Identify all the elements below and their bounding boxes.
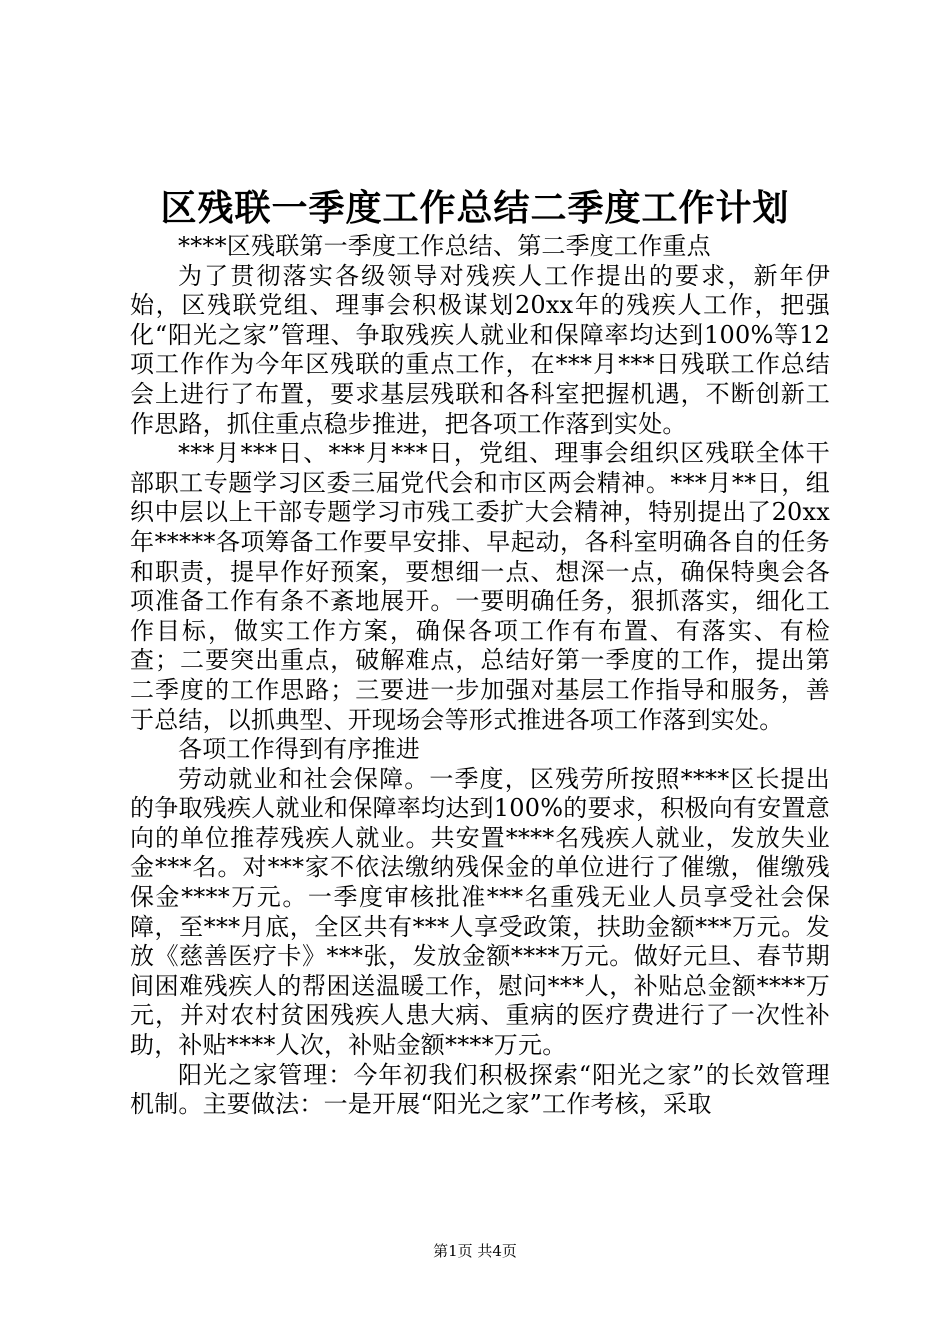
- paragraph-subheading: 各项工作得到有序推进: [178, 735, 420, 764]
- document-title: 区残联一季度工作总结二季度工作计划: [160, 187, 790, 229]
- paragraph-employment: 劳动就业和社会保障。一季度，区残劳所按照****区长提出的争取残疾人就业和保障率均达到100%的要求，积极向有安置意向的单位推荐残疾人就业。共安置****名残疾人就业，发放失业金***名。对***家不依法缴纳残保金的单位进行了催缴，催缴残保金****万元。一季度审核批准***名重残无业人员享受社会保障，至***月底，全区共有***人享受政策，扶助金额***万元。发放《慈善医疗卡》***张，发放金额****万元。做好元旦、春节期间困难残疾人的帮困送温暖工作，慰问***人，补贴总金额****万元，并对农村贫困残疾人患大病、重病的医疗费进行了一次性补助，补贴****人次，补贴金额****万元。: [130, 764, 830, 1060]
- paragraph-sunshine-home: 阳光之家管理：今年初我们积极探索“阳光之家”的长效管理机制。主要做法：一是开展“阳光之家”工作考核，采取: [130, 1060, 830, 1119]
- paragraph-heading: ****区残联第一季度工作总结、第二季度工作重点: [178, 232, 711, 260]
- paragraph-study: ***月***日、***月***日，党组、理事会组织区残联全体干部职工专题学习区委三届党代会和市区两会精神。***月**日，组织中层以上干部专题学习市残工委扩大会精神，特别提出了20xx年*****各项筹备工作要早安排、早起动，各科室明确各自的任务和职责，提早作好预案，要想细一点、想深一点，确保特奥会各项准备工作有条不紊地展开。一要明确任务，狠抓落实，细化工作目标，做实工作方案，确保各项工作有布置、有落实、有检查；二要突出重点，破解难点，总结好第一季度的工作，提出第二季度的工作思路；三要进一步加强对基层工作指导和服务，善于总结，以抓典型、开现场会等形式推进各项工作落到实处。: [130, 439, 830, 734]
- document-body: [130, 232, 830, 1120]
- paragraph-intro: 为了贯彻落实各级领导对残疾人工作提出的要求，新年伊始，区残联党组、理事会积极谋划20xx年的残疾人工作，把强化“阳光之家”管理、争取残疾人就业和保障率均达到100%等12项工作作为今年区残联的重点工作，在***月***日残联工作总结会上进行了布置，要求基层残联和各科室把握机遇，不断创新工作思路，抓住重点稳步推进，把各项工作落到实处。: [130, 261, 830, 438]
- page-footer: 第1页 共4页: [433, 1242, 517, 1260]
